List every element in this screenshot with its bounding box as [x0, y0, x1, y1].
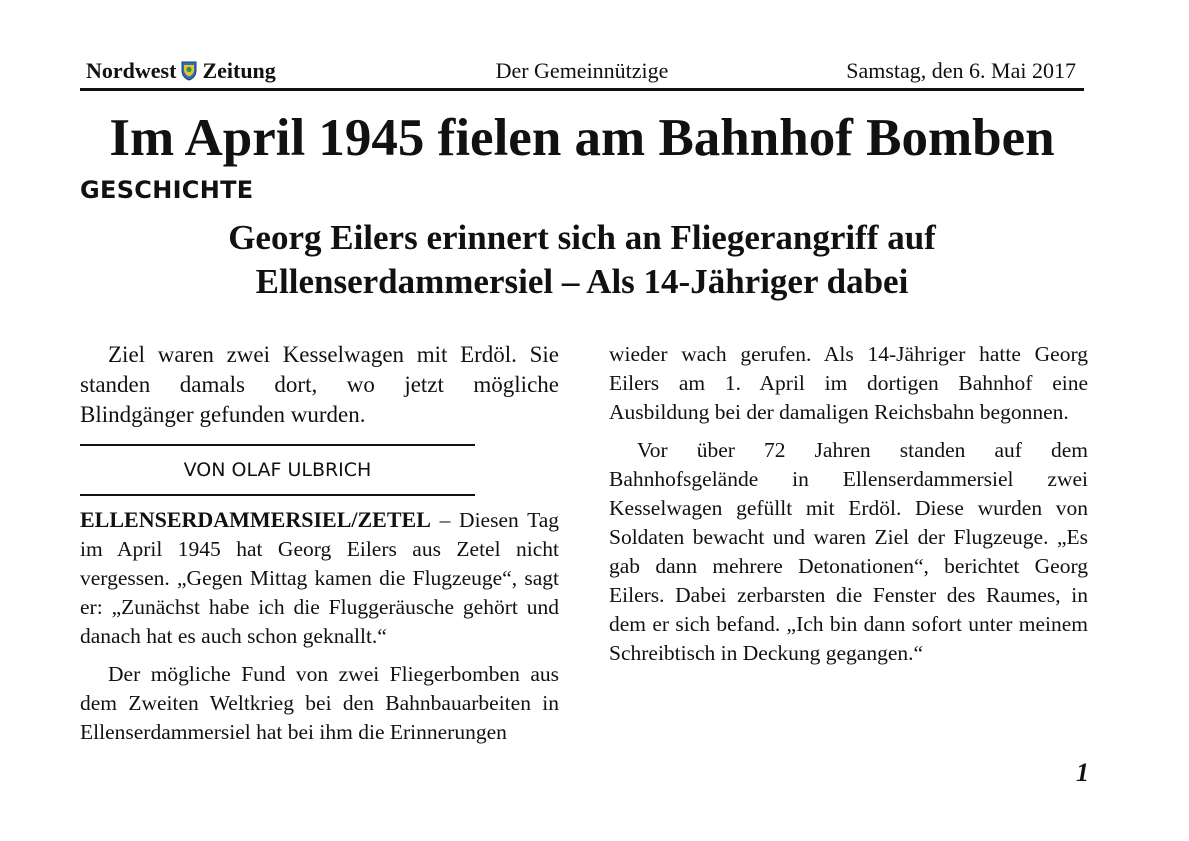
article-lead: Ziel waren zwei Kesselwagen mit Erdöl. Sie standen damals dort, wo jetzt mögliche Blindgänger gefunden wurden. — [80, 342, 559, 427]
brand-name-right: Zeitung — [202, 58, 276, 83]
publication-date: Samstag, den 6. Mai 2017 — [846, 58, 1076, 83]
byline — [80, 444, 475, 496]
article-paragraph-2-continued: wieder wach gerufen. Als 14-Jähriger hatte Georg Eilers am 1. April im dortigen Bahnhof eine Ausbildung bei der damaligen Reichsbahn begonnen. — [609, 342, 1088, 424]
page-number: 1 — [1076, 758, 1089, 787]
article-paragraph-2: Der mögliche Fund von zwei Fliegerbomben aus dem Zweiten Weltkrieg bei den Bahnbauarbeiten in Ellenserdammersiel hat bei ihm die Erinnerungen — [80, 662, 559, 744]
byline-text: VON OLAF ULBRICH — [183, 458, 372, 481]
article-subheadline: Georg Eilers erinnert sich an Fliegerangriff auf Ellenserdammersiel – Als 14-Jähriger dabei — [228, 218, 936, 301]
article-headline: Im April 1945 fielen am Bahnhof Bomben — [109, 109, 1055, 167]
masthead — [80, 58, 1084, 91]
brand-name-left: Nordwest — [86, 58, 177, 83]
article-rubric: GESCHICHTE — [80, 176, 254, 204]
paragraph-1-text: – Diesen Tag im April 1945 hat Georg Eilers aus Zetel nicht vergessen. „Gegen Mittag kamen die Flugzeuge“, sagt er: „Zunächst habe ich die Fluggeräusche gehört und danach hat es auch schon geknallt.“ — [80, 508, 559, 648]
article-paragraph-1 — [80, 505, 559, 651]
article-column-left — [80, 340, 559, 747]
section-title: Der Gemeinnützige — [495, 58, 669, 83]
dateline: ELLENSERDAMMERSIEL/ZETEL — [80, 507, 431, 532]
article-column-right — [609, 340, 1088, 668]
article-paragraph-3: Vor über 72 Jahren standen auf dem Bahnhofsgelände in Ellenserdammersiel zwei Kesselwagen gefüllt mit Erdöl. Diese wurden von Soldaten bewacht und waren Ziel der Flugzeuge. „Es gab dann mehrere Detonationen“, berichtet Georg Eilers. Dabei zerbarsten die Fenster des Raumes, in dem er sich befand. „Ich bin dann sofort unter meinem Schreibtisch in Deckung gegangen.“ — [609, 438, 1088, 665]
